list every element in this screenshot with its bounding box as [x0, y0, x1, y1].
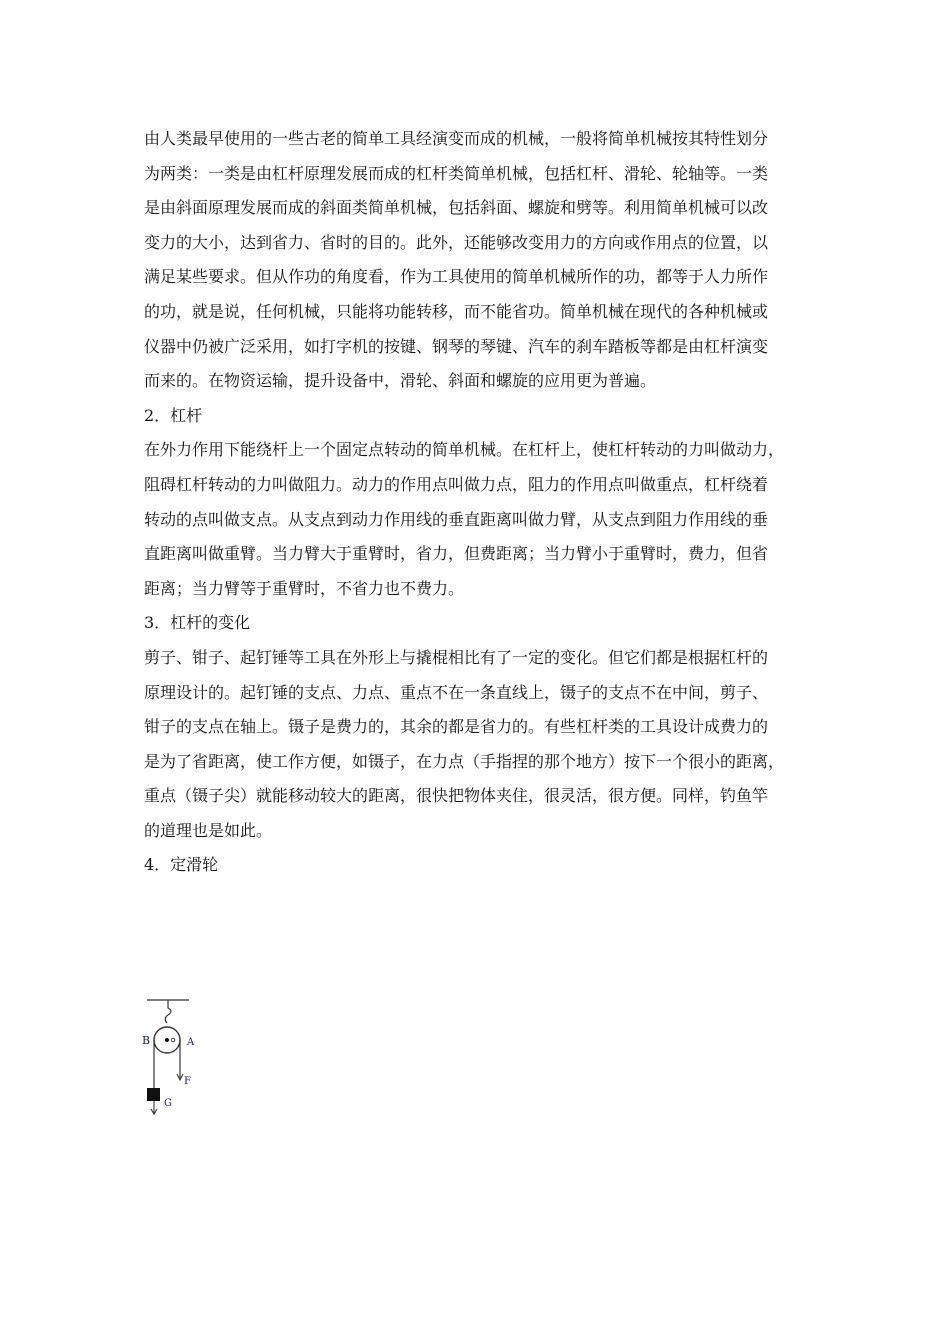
text-line: 阻碍杠杆转动的力叫做阻力。动力的作用点叫做力点，阻力的作用点叫做重点，杠杆绕着	[144, 474, 769, 494]
text-line: 的功，就是说，任何机械，只能将功能转移，而不能省功。简单机械在现代的各种机械或	[144, 301, 769, 321]
text-line: 原理设计的。起钉锤的支点、力点、重点不在一条直线上，镊子的支点不在中间，剪子、	[144, 682, 769, 702]
text-line: 仪器中仍被广泛采用，如打字机的按键、钢琴的琴键、汽车的刹车踏板等都是由杠杆演变	[144, 336, 769, 356]
body-text	[144, 122, 816, 883]
label-b: B	[142, 1034, 151, 1047]
text-line: 变力的大小，达到省力、省时的目的。此外，还能够改变用力的方向或作用点的位置，以	[144, 232, 769, 252]
label-g: G	[164, 1098, 172, 1109]
text-line: 由人类最早使用的一些古老的简单工具经演变而成的机械，一般将简单机械按其特性划分	[144, 129, 769, 148]
fixed-pulley-diagram	[140, 998, 210, 1118]
label-a: A	[187, 1037, 195, 1048]
text-line: 是由斜面原理发展而成的斜面类简单机械，包括斜面、螺旋和劈等。利用简单机械可以改	[144, 198, 769, 218]
section-heading-lever: 2．杠杆	[144, 405, 203, 425]
text-line: 在外力作用下能绕杆上一个固定点转动的简单机械。在杠杆上，使杠杆转动的力叫做动力，	[144, 440, 785, 460]
text-line: 钳子的支点在轴上。镊子是费力的，其余的都是省力的。有些杠杆类的工具设计成费力的	[144, 717, 769, 737]
label-f: F	[184, 1076, 191, 1087]
text-line: 满足某些要求。但从作功的角度看，作为工具使用的简单机械所作的功，都等于人力所作	[144, 267, 769, 287]
section-heading-fixed-pulley: 4．定滑轮	[144, 855, 219, 875]
text-line: 为两类：一类是由杠杆原理发展而成的杠杆类简单机械，包括杠杆、滑轮、轮轴等。一类	[144, 163, 769, 183]
hook	[165, 1000, 171, 1023]
text-line: 重点（镊子尖）就能移动较大的距离，很快把物体夹住，很灵活，很方便。同样，钓鱼竿	[144, 786, 769, 806]
pulley-point-a	[171, 1038, 175, 1042]
text-line: 是为了省距离，使工作方便，如镊子，在力点（手指捏的那个地方）按下一个很小的距离，	[144, 751, 785, 771]
text-line: 转动的点叫做支点。从支点到动力作用线的垂直距离叫做力臂，从支点到阻力作用线的垂	[144, 509, 769, 529]
text-line: 距离；当力臂等于重臂时，不省力也不费力。	[144, 578, 465, 598]
text-line: 直距离叫做重臂。当力臂大于重臂时，省力，但费距离；当力臂小于重臂时，费力，但省	[144, 544, 769, 564]
text-line: 的道理也是如此。	[144, 820, 273, 840]
text-line: 而来的。在物资运输，提升设备中，滑轮、斜面和螺旋的应用更为普遍。	[144, 371, 657, 391]
load-block	[147, 1088, 160, 1101]
pulley-axle	[165, 1038, 169, 1042]
text-line: 剪子、钳子、起钉锤等工具在外形上与撬棍相比有了一定的变化。但它们都是根据杠杆的	[144, 647, 769, 667]
section-heading-lever-variation: 3．杠杆的变化	[144, 613, 251, 633]
